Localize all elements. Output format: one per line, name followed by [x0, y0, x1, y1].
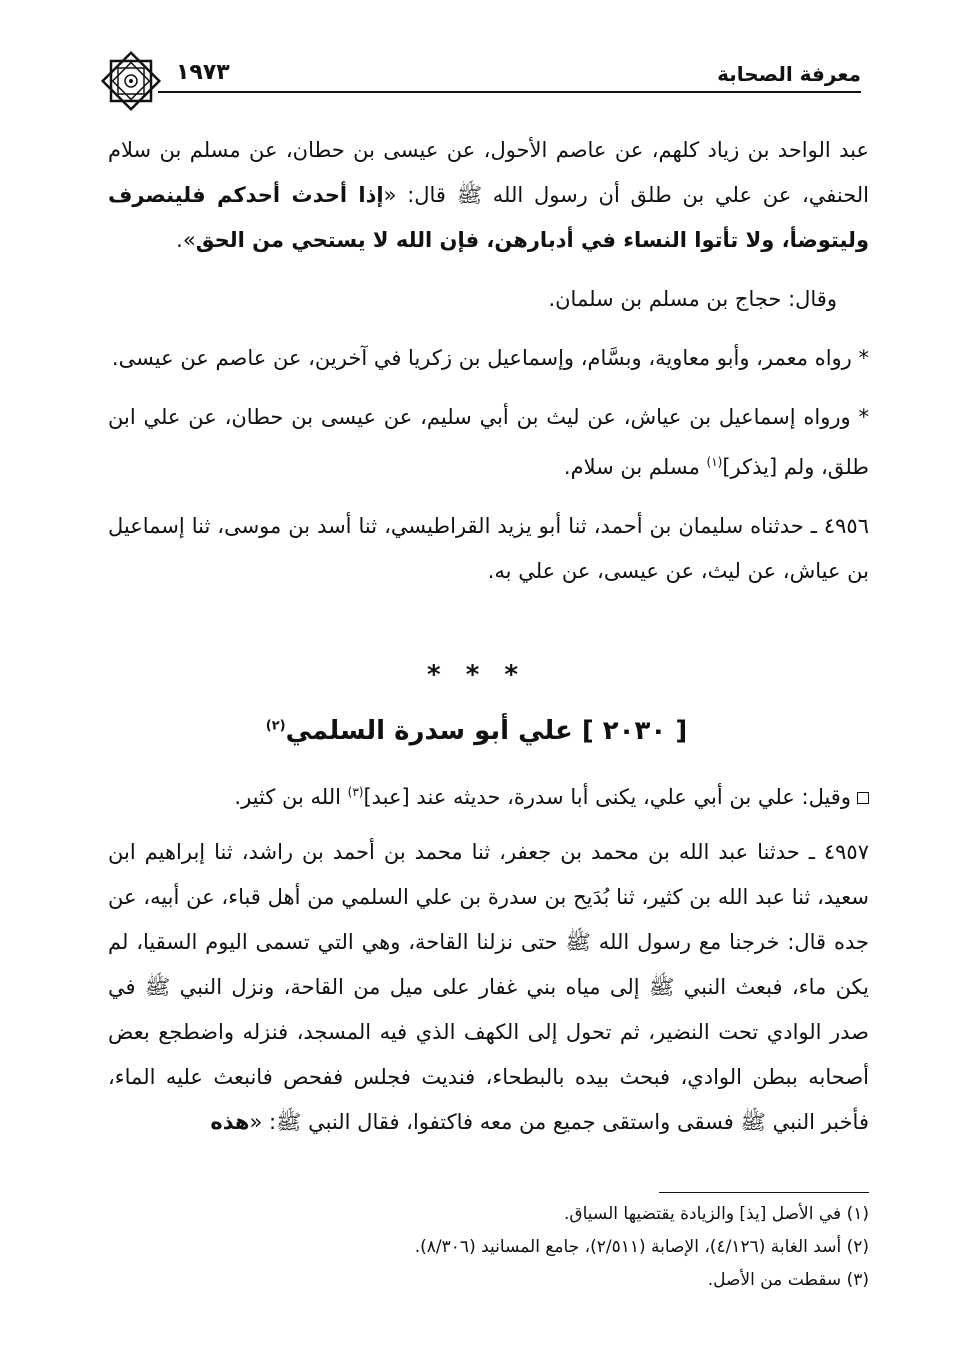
footnote-ref-1: (١): [706, 455, 723, 469]
footnote-rule: [659, 1192, 869, 1193]
paragraph-variant-chain: وقال: حجاج بن مسلم بن سلمان.: [548, 287, 837, 311]
paragraph-biography: وقيل: علي بن أبي علي، يكنى أبا سدرة، حديثه عند [عبد]$^{(٣)}$ الله بن كثير.: [108, 770, 869, 820]
main-text: [108, 128, 869, 608]
footnote-3: (٣) سقطت من الأصل.: [707, 1270, 869, 1290]
footnote-ref-3: (٣): [347, 785, 364, 799]
running-title: معرفة الصحابة: [717, 62, 861, 86]
paragraph-hadith-4957: ٤٩٥٧ ـ حدثنا عبد الله بن محمد بن جعفر، ثنا محمد بن أحمد بن راشد، ثنا إبراهيم ابن سعيد، ثنا عبد الله بن كثير، ثنا بُدَيح بن سدرة بن علي السلمي من أهل قباء، عن أبيه، عن جده قال: خرجنا مع رسول الله ﷺ حتى نزلنا القاحة، وهي التي تسمى اليوم السقيا، لم يكن ماء، فبعث النبي ﷺ إلى مياه بني غفار على ميل من القاحة، ونزل النبي ﷺ في صدر الوادي تحت النضير، ثم تحول إلى الكهف الذي فيه المسجد، فنزله واضطجع بعض أصحابه ببطن الوادي، فبحث بيده بالبطحاء، فنديت فجلس ففحص فانبعث عليه الماء، فأخبر النبي ﷺ فسقى واستقى جميع من معه فاكتفوا، فقال النبي ﷺ: «هذه: [108, 840, 869, 1134]
paragraph-hadith-4956: ٤٩٥٦ ـ حدثناه سليمان بن أحمد، ثنا أبو يزيد القراطيسي، ثنا أسد بن موسى، ثنا إسماعيل بن عياش، عن ليث، عن عيسى، عن علي به.: [108, 514, 869, 583]
page-number: ١٩٧٣: [176, 60, 230, 85]
footnote-ref-2: (٢): [265, 718, 286, 734]
footnote-2: (٢) أسد الغابة (٤/١٢٦)، الإصابة (٢/٥١١)، جامع المسانيد (٨/٣٠٦).: [414, 1237, 869, 1257]
chapter-heading: [ ٢٠٣٠ ] علي أبو سدرة السلمي$^{(٢)}$: [265, 716, 688, 746]
ornament-icon: [98, 48, 164, 114]
main-text-2: [108, 770, 869, 1155]
square-bullet-icon: [857, 792, 869, 804]
paragraph-hadith-text: عبد الواحد بن زياد كلهم، عن عاصم الأحول، عن عيسى بن حطان، عن مسلم بن سلام الحنفي، عن علي بن طلق أن رسول الله ﷺ قال: «إذا أحدث أحدكم فلينصرف وليتوضأ، ولا تأتوا النساء في أدبارهن، فإن الله لا يستحي من الحق».: [108, 138, 869, 252]
page-header: [98, 48, 861, 100]
paragraph-narrators: * رواه معمر، وأبو معاوية، وبسَّام، وإسماعيل بن زكريا في آخرين، عن عاصم عن عيسى.: [111, 346, 869, 370]
footnotes: [108, 1198, 869, 1297]
section-separator: * * *: [427, 660, 526, 690]
paragraph-ismail-chain: * ورواه إسماعيل بن عياش، عن ليث بن أبي سليم، عن عيسى بن حطان، عن علي ابن طلق، ولم [يذكر]$^{(١)}$ مسلم بن سلام.: [108, 405, 869, 479]
footnote-1: (١) في الأصل [يذ] والزيادة يقتضيها السياق.: [564, 1204, 869, 1224]
hadith-quote-start: هذه: [210, 1110, 250, 1134]
header-rule: [158, 91, 861, 93]
hadith-quote: إذا أحدث أحدكم فلينصرف وليتوضأ، ولا تأتوا النساء في أدبارهن، فإن الله لا يستحي من الحق: [108, 183, 869, 252]
